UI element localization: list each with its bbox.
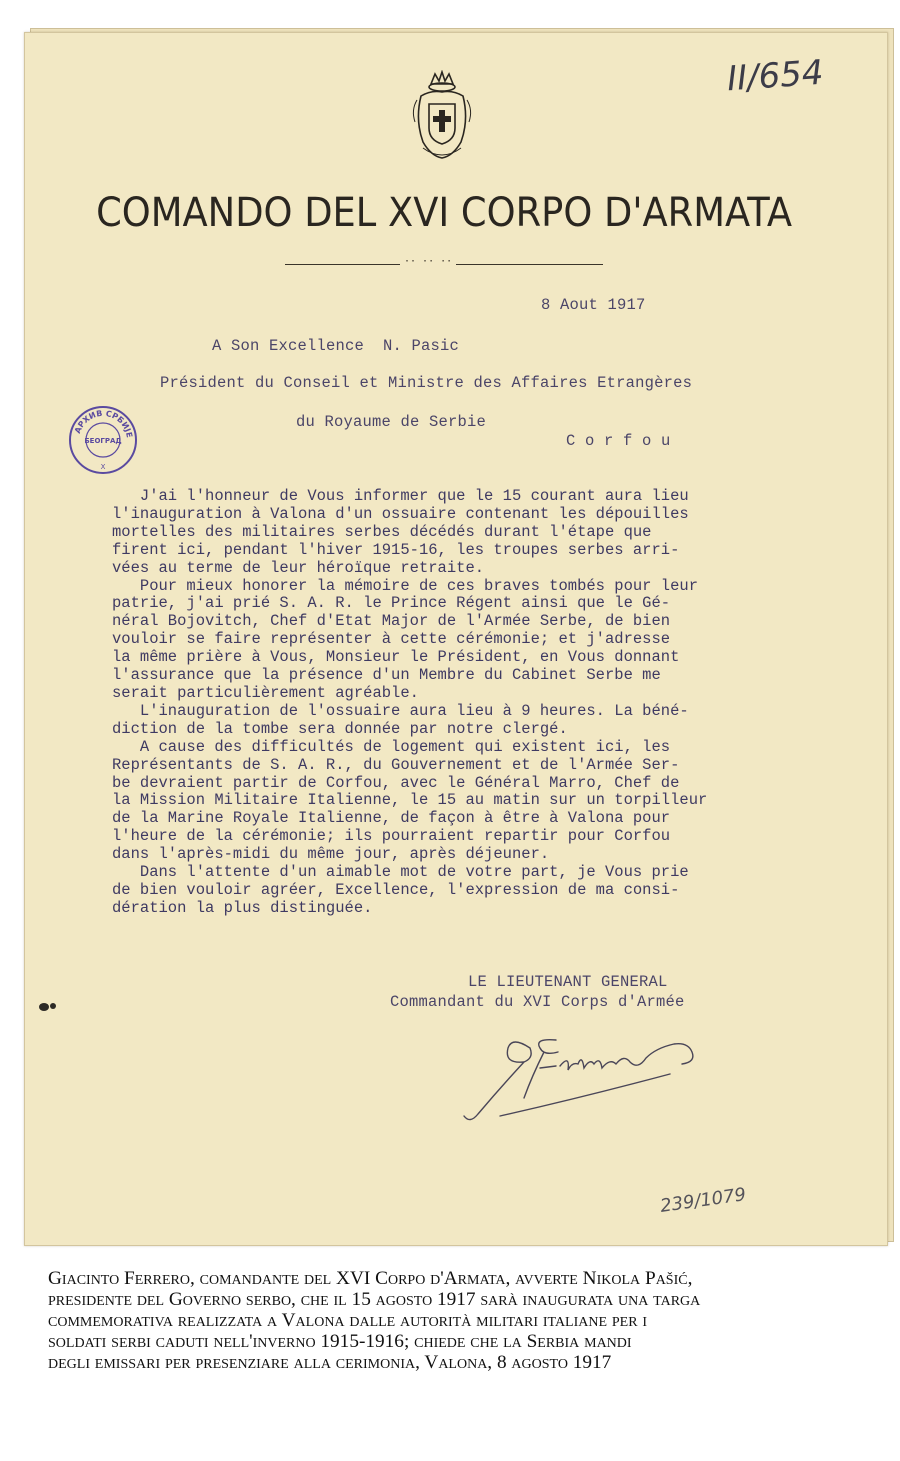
archive-reference-mark: II/654	[725, 52, 825, 100]
body-line: la même prière à Vous, Monsieur le Président, en Vous donnant	[112, 648, 680, 667]
body-line: serait particulièrement agréable.	[112, 683, 419, 702]
body-line: vouloir se faire représenter à cette cérémonie; et j'adresse	[112, 630, 671, 649]
body-line: Pour mieux honorer la mémoire de ces braves tombés pour leur	[112, 576, 698, 595]
addressee-name: A Son Excellence N. Pasic	[212, 337, 460, 355]
stamp-ring-text: АРХИВ СРБИЈЕ	[73, 408, 134, 439]
archive-stamp	[67, 404, 139, 476]
body-line: néral Bojovitch, Chef d'Etat Major de l'Armée Serbe, de bien	[112, 612, 671, 631]
stamp-center-text: БЕОГРАД	[84, 437, 122, 445]
body-line: vées au terme de leur héroïque retraite.	[112, 558, 485, 577]
handwritten-signature	[460, 1018, 720, 1138]
body-line: Représentants de S. A. R., du Gouvernement et de l'Armée Ser-	[112, 755, 680, 774]
caption-line: Giacinto Ferrero, comandante del XVI Corpo d'Armata, avverte Nikola Pašić,	[48, 1268, 693, 1289]
ink-blot	[36, 1000, 60, 1014]
body-line: l'assurance que la présence d'un Membre du Cabinet Serbe me	[112, 666, 661, 685]
letter-body	[112, 488, 862, 918]
savoy-crest-emblem	[409, 70, 475, 162]
divider-dots: ·· ·· ··	[400, 256, 456, 267]
body-line: L'inauguration de l'ossuaire aura lieu à 9 heures. La béné-	[112, 701, 689, 720]
addressee-title: Président du Conseil et Ministre des Affaires Etrangères	[160, 374, 693, 392]
body-line: A cause des difficultés de logement qui existent ici, les	[112, 737, 671, 756]
body-line: diction de la tombe sera donnée par notre clergé.	[112, 719, 568, 738]
addressee-city: C o r f o u	[566, 432, 671, 450]
caption-line: presidente del Governo serbo, che il 15 agosto 1917 sarà inaugurata una targa	[48, 1289, 701, 1311]
signatory-rank: LE LIEUTENANT GENERAL	[468, 973, 668, 991]
caption-line: degli emissari per presenziare alla cerimonia, Valona, 8 agosto 1917	[48, 1352, 612, 1374]
body-line: patrie, j'ai prié S. A. R. le Prince Régent ainsi que le Gé-	[112, 594, 671, 613]
body-line: dération la plus distinguée.	[112, 898, 373, 917]
letterhead-title: COMANDO DEL XVI CORPO D'ARMATA	[96, 190, 793, 236]
stamp-bottom-text: X	[100, 463, 106, 471]
caption-line: soldati serbi caduti nell'inverno 1915-1916; chiede che la Serbia mandi	[48, 1331, 632, 1353]
signatory-command: Commandant du XVI Corps d'Armée	[390, 993, 685, 1011]
addressee-country: du Royaume de Serbie	[296, 413, 487, 431]
body-line: l'inauguration à Valona d'un ossuaire contenant les dépouilles	[112, 504, 689, 523]
caption-line: commemorativa realizzata a Valona dalle autorità militari italiane per i	[48, 1310, 648, 1332]
body-line: firent ici, pendant l'hiver 1915-16, les troupes serbes arri-	[112, 540, 680, 559]
body-line: mortelles des militaires serbes décédés durant l'étape que	[112, 522, 652, 541]
body-line: Dans l'attente d'un aimable mot de votre part, je Vous prie	[112, 863, 689, 882]
body-line: be devraient partir de Corfou, avec le Général Marro, Chef de	[112, 773, 680, 792]
body-line: la Mission Militaire Italienne, le 15 au matin sur un torpilleur	[112, 791, 708, 810]
body-line: l'heure de la cérémonie; ils pourraient repartir pour Corfou	[112, 827, 671, 846]
body-line: dans l'après-midi du même jour, après déjeuner.	[112, 845, 550, 864]
body-line: de la Marine Royale Italienne, de façon à être à Valona pour	[112, 809, 671, 828]
image-caption	[48, 1268, 888, 1373]
letter-date: 8 Aout 1917	[541, 296, 646, 314]
inventory-number: 239/1079	[658, 1184, 748, 1217]
body-line: de bien vouloir agréer, Excellence, l'expression de ma consi-	[112, 880, 680, 899]
body-line: J'ai l'honneur de Vous informer que le 15 courant aura lieu	[112, 487, 689, 505]
